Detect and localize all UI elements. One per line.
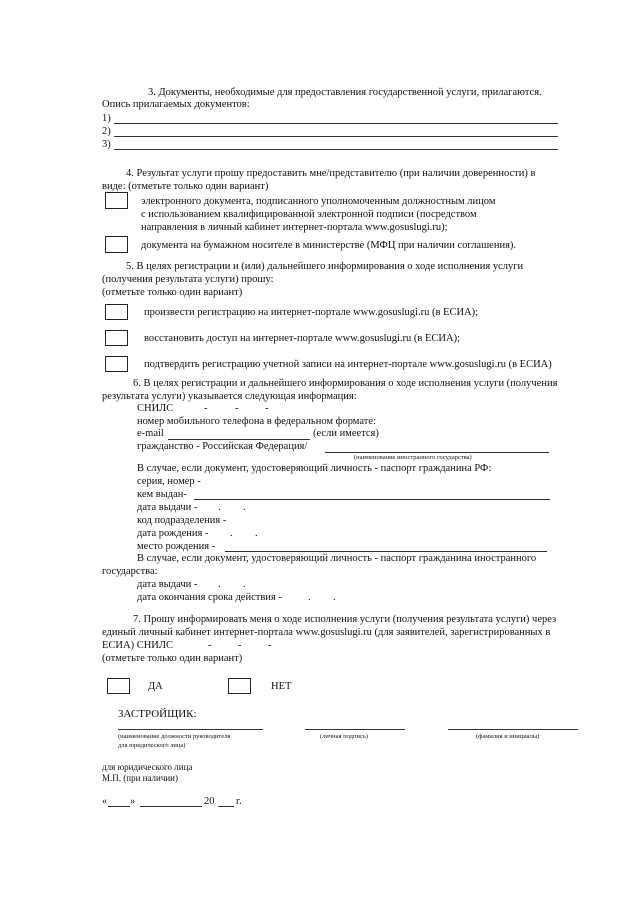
- s3-list-title: Опись прилагаемых документов:: [102, 99, 250, 110]
- s5-opt3: подтвердить регистрацию учетной записи на интернет-портале www.gosuslugi.ru (в ЕСИА): [144, 359, 552, 370]
- checkbox-confirm-registration[interactable]: [105, 356, 128, 372]
- s5-opt2: восстановить доступ на интернет-портале www.gosuslugi.ru (в ЕСИА);: [144, 333, 461, 344]
- foreign-expiry-label: дата окончания срока действия -: [137, 592, 282, 603]
- s5-intro-2: (получения результата услуги) прошу:: [102, 274, 274, 285]
- date-year-prefix: 20: [204, 796, 215, 807]
- snils-dash-2: -: [235, 403, 239, 414]
- birth-date-dot-1: .: [230, 528, 233, 539]
- citizenship-label: гражданство - Российская Федерация/: [137, 441, 308, 452]
- legal-entity-note: для юридического лица: [102, 762, 193, 772]
- doc-num-1: 1): [102, 113, 111, 124]
- developer-heading: ЗАСТРОЙЩИК:: [118, 708, 197, 720]
- s7-intro-3: ЕСИА) СНИЛС: [102, 640, 173, 651]
- issued-by-line[interactable]: [194, 499, 550, 500]
- checkbox-restore-access[interactable]: [105, 330, 128, 346]
- series-number-label: серия, номер -: [137, 476, 201, 487]
- s6-intro: 6. В целях регистрации и дальнейшего информирования о ходе исполнения услуги (получения: [133, 378, 558, 389]
- foreign-state-caption: (наименование иностранного государства): [354, 454, 472, 461]
- date-year-suffix: г.: [236, 796, 242, 807]
- s4-intro: 4. Результат услуги прошу предоставить мне/представителю (при наличии доверенности) в: [126, 168, 536, 179]
- s7-intro: 7. Прошу информировать меня о ходе исполнения услуги (получения результата услуги) через: [133, 614, 557, 625]
- s5-intro: 5. В целях регистрации и (или) дальнейшего информирования о ходе исполнения услуги: [126, 261, 524, 272]
- doc-line-2[interactable]: [114, 136, 558, 137]
- issued-by-label: кем выдан-: [137, 489, 187, 500]
- doc-line-1[interactable]: [114, 123, 558, 124]
- checkbox-register[interactable]: [105, 304, 128, 320]
- email-note: (если имеется): [313, 428, 379, 439]
- signature-caption: (личная подпись): [320, 733, 368, 740]
- yes-label: ДА: [148, 681, 163, 692]
- s4-opt2: документа на бумажном носителе в министерстве (МФЦ при наличии соглашения).: [141, 240, 517, 251]
- issue-date-label: дата выдачи -: [137, 502, 198, 513]
- birth-place-label: место рождения -: [137, 541, 216, 552]
- checkbox-yes[interactable]: [107, 678, 130, 694]
- date-month-line[interactable]: [140, 806, 202, 807]
- foreign-passport-case: В случае, если документ, удостоверяющий личность - паспорт гражданина иностранного: [137, 553, 537, 564]
- s4-intro-2: виде: (отметьте только один вариант): [102, 181, 269, 192]
- stamp-note: М.П. (при наличии): [102, 773, 178, 783]
- date-day-line[interactable]: [108, 806, 130, 807]
- s7-snils-dash-2: -: [238, 640, 242, 651]
- issue-date-dot-2: .: [243, 502, 246, 513]
- snils-dash-1: -: [204, 403, 208, 414]
- foreign-expiry-dot-2: .: [333, 592, 336, 603]
- foreign-issue-dot-1: .: [218, 579, 221, 590]
- s7-snils-dash-1: -: [208, 640, 212, 651]
- foreign-issue-date-label: дата выдачи -: [137, 579, 198, 590]
- position-line[interactable]: [118, 729, 263, 730]
- foreign-issue-dot-2: .: [243, 579, 246, 590]
- s4-opt1-line3: направления в личный кабинет интернет-портала www.gosuslugi.ru);: [141, 222, 448, 233]
- s5-opt1: произвести регистрацию на интернет-портале www.gosuslugi.ru (в ЕСИА);: [144, 307, 479, 318]
- rf-passport-case: В случае, если документ, удостоверяющий личность - паспорт гражданина РФ:: [137, 463, 492, 474]
- foreign-passport-case-2: государства:: [102, 566, 158, 577]
- birth-date-dot-2: .: [255, 528, 258, 539]
- name-line[interactable]: [448, 729, 578, 730]
- doc-num-2: 2): [102, 126, 111, 137]
- snils-label: СНИЛС: [137, 403, 174, 414]
- s3-intro: 3. Документы, необходимые для предоставления государственной услуги, прилагаются.: [148, 87, 542, 98]
- date-year-line[interactable]: [218, 806, 234, 807]
- date-quote-close: »: [130, 796, 136, 807]
- s7-intro-4: (отметьте только один вариант): [102, 653, 243, 664]
- birth-place-line[interactable]: [225, 551, 547, 552]
- s6-intro-2: результата услуги) указывается следующая информация:: [102, 391, 357, 402]
- email-label: e-mail: [137, 428, 164, 439]
- citizenship-line[interactable]: [325, 452, 549, 453]
- phone-label: номер мобильного телефона в федеральном формате:: [137, 416, 376, 427]
- foreign-expiry-dot-1: .: [308, 592, 311, 603]
- s5-intro-3: (отметьте только один вариант): [102, 287, 243, 298]
- doc-line-3[interactable]: [114, 149, 558, 150]
- doc-num-3: 3): [102, 139, 111, 150]
- s7-snils-dash-3: -: [268, 640, 272, 651]
- checkbox-no[interactable]: [228, 678, 251, 694]
- checkbox-electronic-doc[interactable]: [105, 192, 128, 209]
- email-line[interactable]: [168, 439, 310, 440]
- issue-date-dot-1: .: [218, 502, 221, 513]
- checkbox-paper-doc[interactable]: [105, 236, 128, 253]
- s4-opt1-line2: с использованием квалифицированной электронной подписи (посредством: [141, 209, 477, 220]
- position-caption-2: для юридического лица): [118, 742, 186, 749]
- date-quote-open: «: [102, 796, 108, 807]
- s4-opt1-line1: электронного документа, подписанного уполномоченным должностным лицом: [141, 196, 496, 207]
- name-caption: (фамилия и инициалы): [476, 733, 540, 740]
- no-label: НЕТ: [271, 681, 292, 692]
- position-caption-1: (наименование должности руководителя: [118, 733, 231, 740]
- dept-code-label: код подразделения -: [137, 515, 227, 526]
- s7-intro-2: единый личный кабинет интернет-портала www.gosuslugi.ru (для заявителей, зарегистрированных в: [102, 627, 551, 638]
- snils-dash-3: -: [265, 403, 269, 414]
- signature-line[interactable]: [305, 729, 405, 730]
- birth-date-label: дата рождения -: [137, 528, 209, 539]
